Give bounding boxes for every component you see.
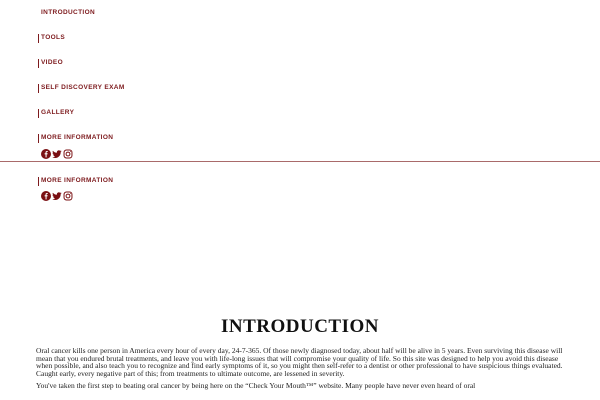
footer-nav [41,177,113,201]
nav-separator [38,59,39,68]
facebook-icon[interactable] [41,149,51,159]
footer-nav-item-more-information[interactable]: MORE INFORMATION [41,177,113,184]
intro-paragraph-1: Oral cancer kills one person in America every hour of every day, 24-7-365. Of those newly diagnosed today, about half will be alive in 5 years. Even surviving this disease will mean that you endured brutal treatments, and leave you with life-long issues that will compromise your quality of life. So this site was designed to help you avoid this disease when possible, and also teach you to recognize and find early symptoms of it, so you might then self-refer to a dentist or other professional to have suspicious things evaluated. Caught early, every negative part of this; from treatments to ultimate outcome, are lessened in severity. [36,346,563,379]
footer-social-icons-row [41,191,113,201]
nav-item-gallery[interactable]: GALLERY [41,109,125,116]
main-nav [41,9,125,159]
nav-separator [38,84,39,93]
page-title: INTRODUCTION [220,316,380,337]
divider [0,161,600,162]
twitter-icon[interactable] [52,191,62,201]
nav-item-tools[interactable]: TOOLS [41,34,125,41]
nav-separator [38,177,39,186]
nav-item-video[interactable]: VIDEO [41,59,125,66]
main-content [36,312,564,395]
intro-paragraph-2: You've taken the first step to beating oral cancer by being here on the “Check Your Mouth™” website. Many people have never even heard of oral [36,381,476,391]
facebook-icon[interactable] [41,191,51,201]
nav-item-self-discovery-exam[interactable]: SELF DISCOVERY EXAM [41,84,125,91]
nav-item-more-information[interactable]: MORE INFORMATION [41,134,125,141]
instagram-icon[interactable] [63,191,73,201]
social-icons-row [41,149,125,159]
nav-separator [38,109,39,118]
instagram-icon[interactable] [63,149,73,159]
nav-separator [38,34,39,43]
nav-separator [38,134,39,143]
twitter-icon[interactable] [52,149,62,159]
nav-item-introduction[interactable]: INTRODUCTION [41,9,96,16]
